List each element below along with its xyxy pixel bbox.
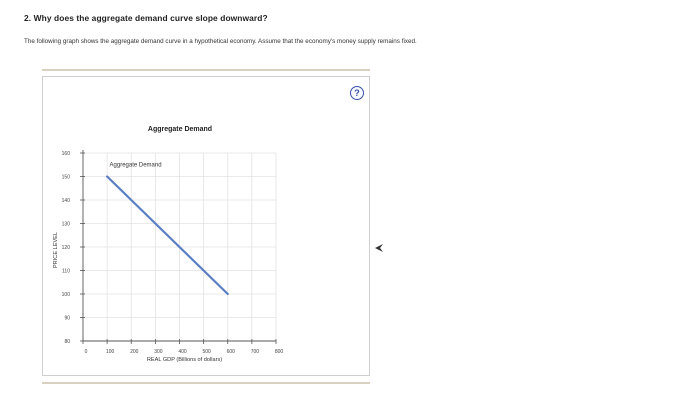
aggregate-demand-curve	[107, 177, 228, 295]
y-tick-label: 160	[61, 151, 70, 157]
y-tick-label: 140	[61, 198, 70, 204]
y-tick-label: 90	[64, 315, 70, 322]
y-tick-label: 80	[64, 339, 70, 345]
x-tick-label: 700	[250, 349, 260, 355]
x-tick-label: 600	[226, 349, 235, 355]
x-axis-label: REAL GDP (Billions of dollars)	[146, 357, 223, 363]
y-axis-label: PRICE LEVEL	[53, 231, 59, 269]
series	[107, 177, 228, 295]
x-tick-label: 0	[84, 349, 88, 355]
bottom-divider	[42, 382, 370, 384]
y-tick-label: 150	[61, 174, 70, 181]
question-prompt: The following graph shows the aggregate demand curve in a hypothetical economy. Assume that the economy's money supply remains fixed.	[24, 38, 417, 45]
x-tick-label: 300	[154, 349, 163, 355]
y-tick-label: 100	[61, 292, 70, 298]
curve-label: Aggregate Demand	[109, 162, 162, 169]
y-tick-label: 130	[61, 221, 70, 228]
x-tick-label: 500	[202, 349, 211, 355]
x-tick-label: 800	[274, 349, 284, 355]
chart-title: Aggregate Demand	[147, 126, 213, 133]
x-tick-label: 100	[105, 349, 115, 355]
y-tick-label: 110	[62, 268, 70, 275]
labels	[53, 151, 283, 363]
x-tick-label: 400	[178, 349, 187, 355]
question-title: 2. Why does the aggregate demand curve slope downward?	[24, 13, 268, 23]
mouse-cursor-icon	[375, 244, 383, 252]
y-tick-label: 120	[61, 245, 70, 251]
x-tick-label: 200	[130, 349, 139, 355]
help-icon: ?	[354, 87, 360, 98]
